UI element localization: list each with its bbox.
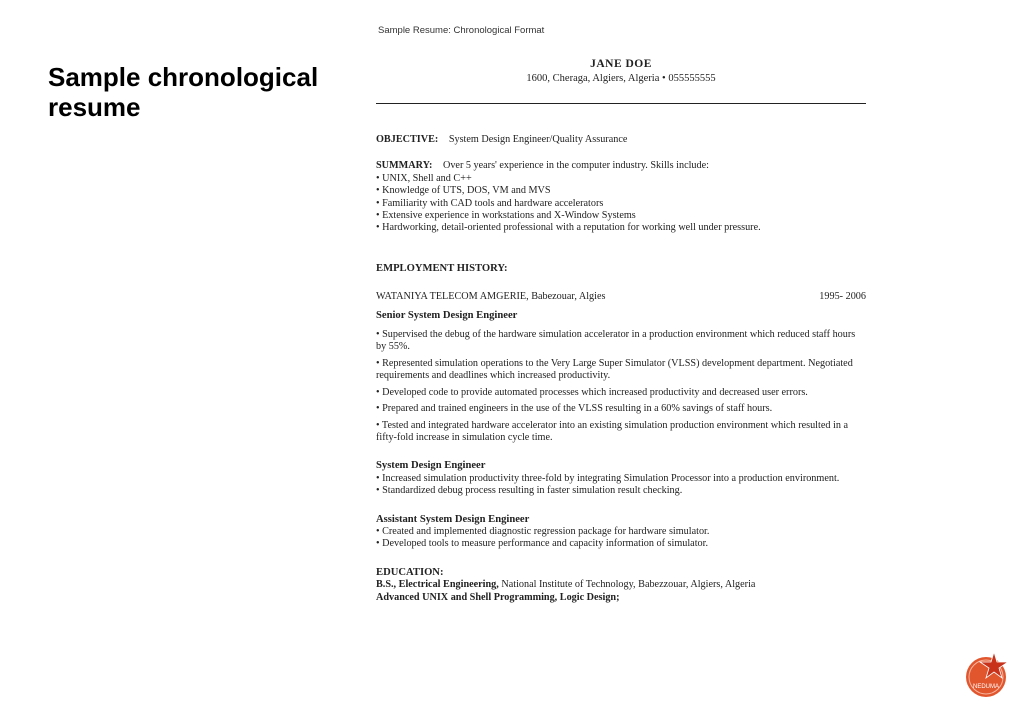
role-item: • Created and implemented diagnostic regression package for hardware simulator. — [376, 525, 710, 537]
summary-item: • UNIX, Shell and C++ — [376, 172, 472, 184]
role-title: System Design Engineer — [376, 460, 486, 472]
summary-item: • Extensive experience in workstations and X-Window Systems — [376, 210, 636, 222]
role-item: • Represented simulation operations to the Very Large Super Simulator (VLSS) development department. Negotiated requirements and deadlines which increased productivity. — [376, 357, 853, 382]
role-item: • Prepared and trained engineers in the use of the VLSS resulting in a 60% savings of staff hours. — [376, 403, 773, 415]
resume-document — [376, 58, 866, 604]
role-title: Assistant System Design Engineer — [376, 513, 530, 525]
role-item: • Increased simulation productivity three-fold by integrating Simulation Processor into a production environment. — [376, 472, 840, 484]
summary-section — [376, 160, 866, 234]
star-logo-icon — [961, 650, 1011, 700]
document-caption: Sample Resume: Chronological Format — [378, 25, 545, 36]
role-block — [376, 310, 866, 445]
role-block — [376, 460, 866, 497]
education-heading: EDUCATION: — [376, 566, 444, 578]
employer-row — [376, 291, 866, 303]
education-degree: B.S., Electrical Engineering, — [376, 579, 499, 591]
role-item: • Tested and integrated hardware accelerator into an existing simulation production environment which resulted in a fifty-fold increase in simulation cycle time. — [376, 419, 848, 443]
employer-name: WATANIYA TELECOM AMGERIE, Babezouar, Algies — [376, 291, 606, 303]
summary-label: SUMMARY: — [376, 160, 433, 172]
role-title: Senior System Design Engineer — [376, 309, 518, 321]
education-section — [376, 567, 866, 604]
role-item: • Standardized debug process resulting in faster simulation result checking. — [376, 485, 683, 497]
objective-text: System Design Engineer/Quality Assurance — [448, 134, 628, 145]
header-divider — [376, 103, 866, 104]
education-school: National Institute of Technology, Babezzouar, Algiers, Algeria — [501, 579, 756, 591]
slide-title: Sample chronological resume — [48, 62, 319, 122]
employment-heading: EMPLOYMENT HISTORY: — [376, 262, 508, 274]
role-item: • Supervised the debug of the hardware simulation accelerator in a production environment which reduced staff hours by 55%. — [376, 329, 856, 353]
logo-text: NEDUMA — [972, 684, 1000, 690]
role-item: • Developed code to provide automated processes which increased productivity and decreased user errors. — [376, 386, 808, 398]
objective-section — [376, 134, 866, 146]
employment-years: 1995- 2006 — [819, 291, 866, 303]
role-item: • Developed tools to measure performance and capacity information of simulator. — [376, 538, 709, 550]
education-extra: Advanced UNIX and Shell Programming, Logic Design; — [376, 591, 620, 603]
objective-label: OBJECTIVE: — [376, 134, 439, 145]
role-block — [376, 514, 866, 551]
resume-name: JANE DOE — [590, 58, 652, 70]
summary-text: Over 5 years' experience in the computer industry. Skills include: — [442, 160, 709, 172]
summary-item: • Familiarity with CAD tools and hardware accelerators — [376, 197, 604, 209]
resume-address: 1600, Cheraga, Algiers, Algeria • 055555555 — [526, 73, 716, 84]
summary-item: • Knowledge of UTS, DOS, VM and MVS — [376, 185, 551, 197]
summary-item: • Hardworking, detail-oriented professional with a reputation for working well under pressure. — [376, 222, 761, 234]
